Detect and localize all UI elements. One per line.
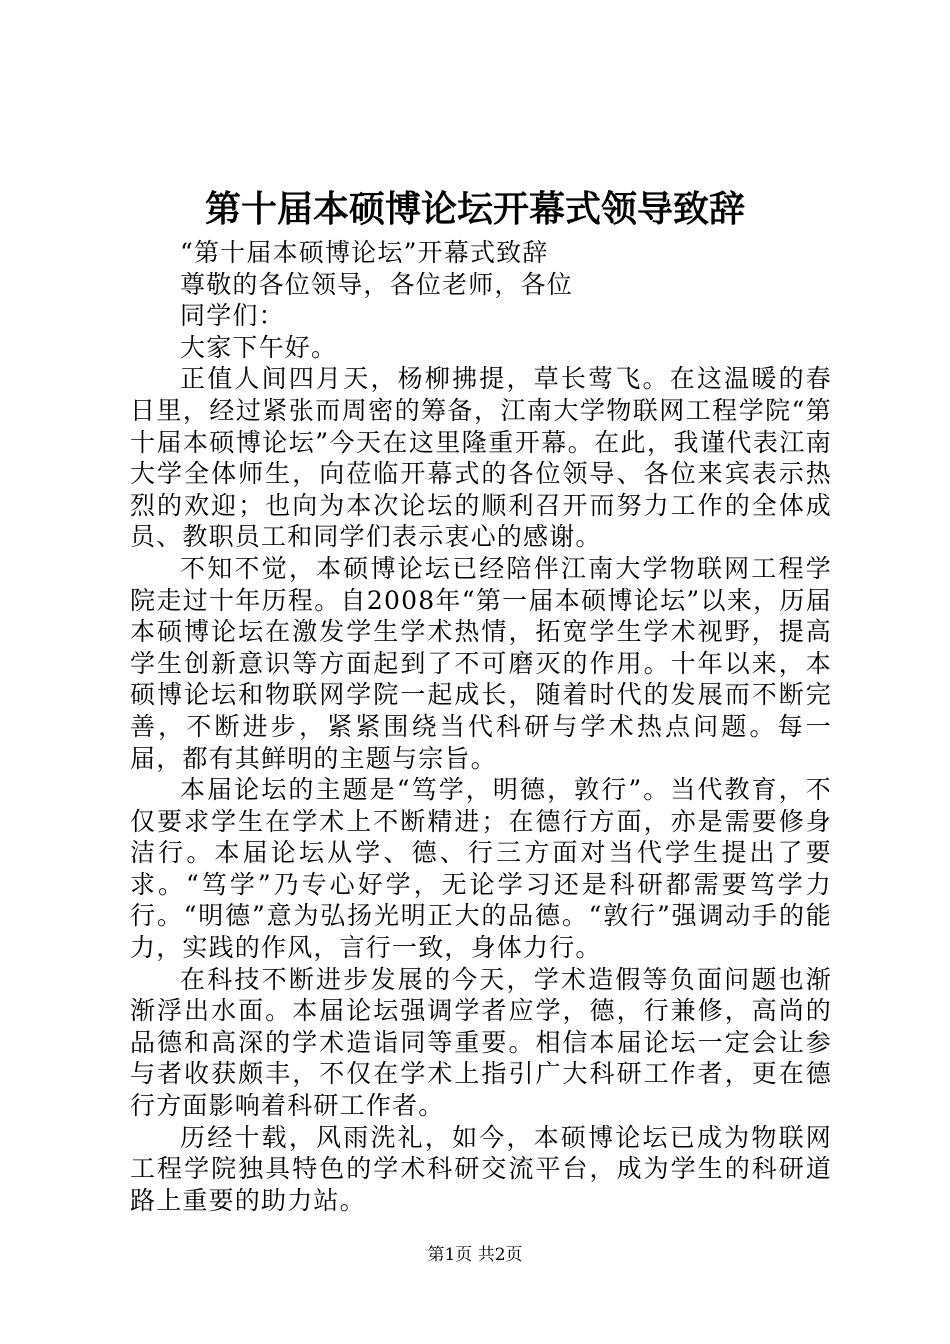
speech-heading: “第十届本硕博论坛”开幕式致辞: [180, 238, 549, 267]
salutation-line-continued: 同学们：: [180, 301, 285, 331]
document-body: [130, 237, 832, 1216]
paragraph-conclusion: 历经十载，风雨洗礼，如今，本硕博论坛已成为物联网工程学院独具特色的学术科研交流平台，成为学生的科研道路上重要的助力站。: [130, 1122, 832, 1215]
page-number-footer: 第1页 共2页: [427, 1245, 523, 1265]
paragraph-theme: 本届论坛的主题是“笃学，明德，敦行”。当代教育，不仅要求学生在学术上不断精进；在德行方面，亦是需要修身洁行。本届论坛从学、德、行三方面对当代学生提出了要求。“笃学”乃专心好学，无论学习还是科研都需要笃学力行。“明德”意为弘扬光明正大的品德。“敦行”强调动手的能力，实践的作风，言行一致，身体力行。: [130, 775, 832, 963]
paragraph-welcome: 正值人间四月天，杨柳拂提，草长莺飞。在这温暖的春日里，经过紧张而周密的筹备，江南大学物联网工程学院“第十届本硕博论坛”今天在这里隆重开幕。在此，我谨代表江南大学全体师生，向莅临开幕式的各位领导、各位来宾表示热烈的欢迎；也向为本次论坛的顺利召开而努力工作的全体成员、教职员工和同学们表示衷心的感谢。: [130, 364, 832, 552]
paragraph-integrity: 在科技不断进步发展的今天，学术造假等负面问题也渐渐浮出水面。本届论坛强调学者应学，德，行兼修，高尚的品德和高深的学术造诣同等重要。相信本届论坛一定会让参与者收获颇丰，不仅在学术上指引广大科研工作者，更在德行方面影响着科研工作者。: [130, 964, 832, 1121]
greeting-line: 大家下午好。: [180, 332, 338, 362]
paragraph-history: 不知不觉，本硕博论坛已经陪伴江南大学物联网工程学院走过十年历程。自2008年“第一届本硕博论坛”以来，历届本硕博论坛在激发学生学术热情，拓宽学生学术视野，提高学生创新意识等方面起到了不可磨灭的作用。十年以来，本硕博论坛和物联网学院一起成长，随着时代的发展而不断完善，不断进步，紧紧围绕当代科研与学术热点问题。每一届，都有其鲜明的主题与宗旨。: [130, 553, 832, 773]
salutation-line: 尊敬的各位领导，各位老师，各位: [180, 269, 574, 299]
document-title: 第十届本硕博论坛开幕式领导致辞: [204, 188, 745, 230]
